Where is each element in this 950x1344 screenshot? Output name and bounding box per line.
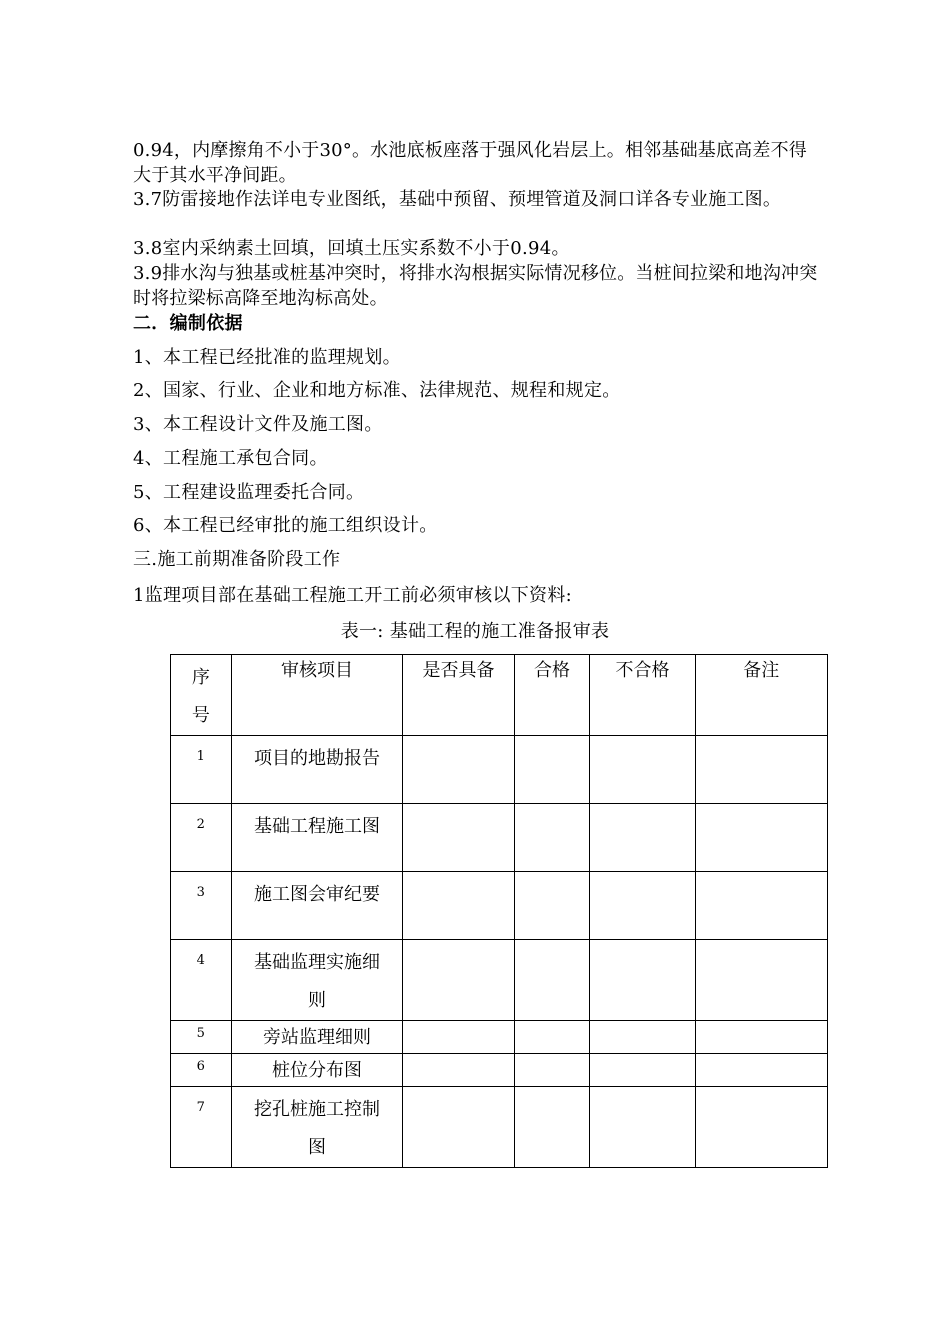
header-review-item: 审核项目 — [231, 655, 403, 736]
cell-unqualified — [590, 1054, 695, 1087]
cell-remarks — [695, 1021, 827, 1054]
header-serial-number: 序号 — [171, 655, 232, 736]
cell-available — [403, 736, 514, 804]
cell-remarks — [695, 940, 827, 1021]
section-heading-basis: 二．编制依据 — [133, 313, 243, 334]
basis-item: 3、本工程设计文件及施工图。 — [133, 414, 383, 435]
cell-qualified — [514, 872, 590, 940]
row-item: 施工图会审纪要 — [231, 872, 403, 940]
header-unqualified: 不合格 — [590, 655, 695, 736]
row-item: 桩位分布图 — [231, 1054, 403, 1087]
cell-available — [403, 1054, 514, 1087]
cell-remarks — [695, 1054, 827, 1087]
section-heading-preparation: 三.施工前期准备阶段工作 — [133, 549, 341, 570]
cell-remarks — [695, 736, 827, 804]
basis-item: 5、工程建设监理委托合同。 — [133, 482, 365, 503]
row-number: 7 — [171, 1087, 232, 1168]
row-item: 挖孔桩施工控制图 — [231, 1087, 403, 1168]
cell-unqualified — [590, 940, 695, 1021]
cell-unqualified — [590, 1021, 695, 1054]
table-row — [171, 1087, 828, 1168]
cell-qualified — [514, 804, 590, 872]
paragraph-soil-params: 0.94，内摩擦角不小于30°。水池底板座落于强风化岩层上。相邻基础基底高差不得大于其水平净间距。 — [133, 140, 807, 186]
row-number: 2 — [171, 804, 232, 872]
row-item: 基础工程施工图 — [231, 804, 403, 872]
header-qualified: 合格 — [514, 655, 590, 736]
table-header-row — [171, 655, 828, 736]
row-number: 6 — [171, 1054, 232, 1087]
table-row — [171, 804, 828, 872]
cell-qualified — [514, 736, 590, 804]
cell-remarks — [695, 1087, 827, 1168]
paragraph-3-8: 3.8室内采纳素土回填，回填土压实系数不小于0.94。 — [133, 238, 570, 259]
header-available: 是否具备 — [403, 655, 514, 736]
cell-available — [403, 940, 514, 1021]
row-item: 基础监理实施细则 — [231, 940, 403, 1021]
table-caption: 表一: 基础工程的施工准备报审表 — [340, 621, 610, 642]
table-row — [171, 872, 828, 940]
review-table — [170, 654, 828, 1168]
row-item: 项目的地勘报告 — [231, 736, 403, 804]
cell-unqualified — [590, 872, 695, 940]
cell-qualified — [514, 1087, 590, 1168]
cell-available — [403, 1021, 514, 1054]
table-row — [171, 736, 828, 804]
section-intro: 1监理项目部在基础工程施工开工前必须审核以下资料: — [133, 585, 573, 606]
cell-available — [403, 1087, 514, 1168]
basis-item: 6、本工程已经审批的施工组织设计。 — [133, 515, 438, 536]
header-remarks: 备注 — [695, 655, 827, 736]
cell-qualified — [514, 940, 590, 1021]
cell-unqualified — [590, 1087, 695, 1168]
row-number: 4 — [171, 940, 232, 1021]
cell-remarks — [695, 804, 827, 872]
basis-item: 4、工程施工承包合同。 — [133, 448, 328, 469]
cell-unqualified — [590, 736, 695, 804]
cell-qualified — [514, 1021, 590, 1054]
row-item: 旁站监理细则 — [231, 1021, 403, 1054]
row-number: 5 — [171, 1021, 232, 1054]
paragraph-3-7: 3.7防雷接地作法详电专业图纸，基础中预留、预埋管道及洞口详各专业施工图。 — [133, 189, 782, 210]
table-row — [171, 1021, 828, 1054]
row-number: 3 — [171, 872, 232, 940]
table-row — [171, 1054, 828, 1087]
basis-item: 1、本工程已经批准的监理规划。 — [133, 347, 401, 368]
cell-unqualified — [590, 804, 695, 872]
cell-available — [403, 872, 514, 940]
cell-qualified — [514, 1054, 590, 1087]
basis-item: 2、国家、行业、企业和地方标准、法律规范、规程和规定。 — [133, 380, 621, 401]
cell-available — [403, 804, 514, 872]
cell-remarks — [695, 872, 827, 940]
paragraph-3-9: 3.9排水沟与独基或桩基冲突时，将排水沟根据实际情况移位。当桩间拉梁和地沟冲突时将拉梁标高降至地沟标高处。 — [133, 263, 818, 309]
row-number: 1 — [171, 736, 232, 804]
table-row — [171, 940, 828, 1021]
